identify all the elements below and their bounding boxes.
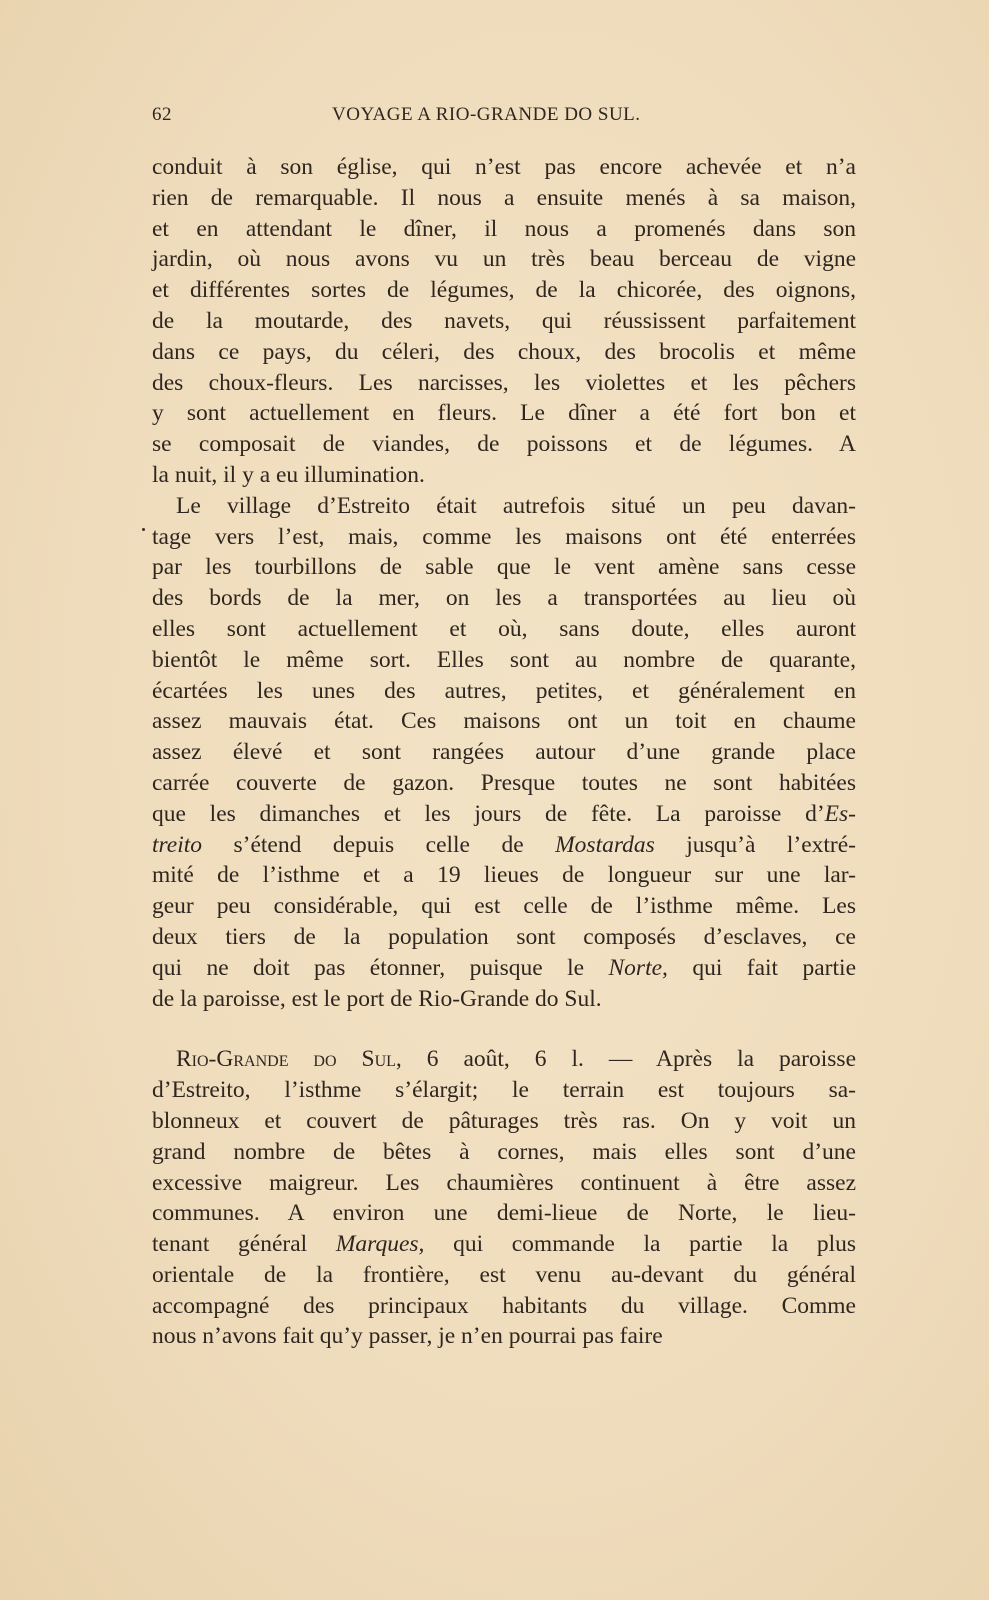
text-run: rien de remarquable. Il nous a ensuite menés à sa maison, [152, 184, 856, 211]
text-run: geur peu considérable, qui est celle de l’isthme même. Les [152, 893, 856, 920]
text-line [152, 645, 856, 676]
text-run: s’étend depuis celle de [202, 831, 556, 858]
text-line [152, 768, 856, 799]
page-body [152, 152, 856, 1352]
paragraph [152, 491, 856, 1015]
margin-mark [142, 528, 145, 531]
text-line [152, 706, 856, 737]
text-line [152, 152, 856, 183]
text-run: qui ne doit pas étonner, puisque le [152, 954, 609, 981]
text-line [152, 583, 856, 614]
text-line [152, 460, 856, 491]
text-run: assez élevé et sont rangées autour d’une grande place [152, 739, 856, 766]
text-run: mité de l’isthme et a 19 lieues de longueur sur une lar- [152, 862, 856, 889]
text-line [152, 1229, 856, 1260]
text-line [152, 953, 856, 984]
text-run: et différentes sortes de légumes, de la chicorée, des oignons, [152, 277, 856, 304]
text-run: se composait de viandes, de poissons et de légumes. A [152, 431, 856, 458]
italic-text: Marques, [335, 1231, 425, 1258]
text-line [152, 614, 856, 645]
text-line [152, 275, 856, 306]
text-line [152, 398, 856, 429]
text-run: que les dimanches et les jours de fête. La paroisse d’ [152, 800, 825, 827]
paragraph-gap [152, 1014, 856, 1044]
text-line [152, 183, 856, 214]
page-header [152, 104, 858, 132]
text-line [152, 1321, 856, 1352]
italic-text: Mostardas [555, 831, 655, 858]
text-line [152, 552, 856, 583]
running-title: VOYAGE A RIO-GRANDE DO SUL. [332, 104, 641, 125]
text-line [152, 306, 856, 337]
text-line [152, 1106, 856, 1137]
text-run: tenant général [152, 1231, 336, 1258]
text-run: communes. A environ une demi-lieue de Norte, le lieu- [152, 1200, 856, 1227]
text-line [152, 860, 856, 891]
text-line [152, 337, 856, 368]
text-run: nous n’avons fait qu’y passer, je n’en pourrai pas faire [152, 1323, 663, 1350]
text-line [152, 922, 856, 953]
text-run: bientôt le même sort. Elles sont au nombre de quarante, [152, 646, 856, 673]
text-line [152, 676, 856, 707]
text-run: 6 août, 6 l. — Après la paroisse [401, 1046, 856, 1073]
text-line [152, 429, 856, 460]
paragraph [152, 1044, 856, 1352]
text-line [152, 799, 856, 830]
text-run: deux tiers de la population sont composés d’esclaves, ce [152, 923, 856, 950]
text-run: des choux-fleurs. Les narcisses, les violettes et les pêchers [152, 369, 856, 396]
text-line [152, 1137, 856, 1168]
text-line [152, 737, 856, 768]
text-run: Le village d’Estreito était autrefois situé un peu davan- [176, 492, 856, 519]
text-run: et en attendant le dîner, il nous a promenés dans son [152, 215, 856, 242]
text-run: de la paroisse, est le port de Rio-Grande do Sul. [152, 985, 602, 1012]
text-line [152, 214, 856, 245]
text-line [152, 491, 856, 522]
text-line [152, 1198, 856, 1229]
text-line [152, 830, 856, 861]
text-run: assez mauvais état. Ces maisons ont un toit en chaume [152, 708, 856, 735]
text-line [152, 368, 856, 399]
italic-text: Es- [824, 800, 856, 827]
text-run: de la moutarde, des navets, qui réussissent parfaitement [152, 307, 856, 334]
text-line [152, 522, 856, 553]
text-run: jusqu’à l’extré- [654, 831, 857, 858]
text-run: accompagné des principaux habitants du village. Comme [152, 1292, 856, 1319]
text-run: qui commande la partie la plus [424, 1231, 856, 1258]
text-run: y sont actuellement en fleurs. Le dîner a été fort bon et [152, 400, 856, 427]
text-line [152, 1260, 856, 1291]
text-line [152, 1168, 856, 1199]
text-run: par les tourbillons de sable que le vent amène sans cesse [152, 554, 856, 581]
text-run: excessive maigreur. Les chaumières continuent à être assez [152, 1169, 856, 1196]
text-run: d’Estreito, l’isthme s’élargit; le terrain est toujours sa- [152, 1077, 856, 1104]
italic-text: Norte, [608, 954, 668, 981]
text-line [152, 1075, 856, 1106]
text-line [152, 244, 856, 275]
text-run: conduit à son église, qui n’est pas encore achevée et n’a [152, 154, 856, 180]
italic-text: treito [152, 831, 203, 858]
text-line [152, 1044, 856, 1075]
text-line [152, 984, 856, 1015]
text-run: la nuit, il y a eu illumination. [152, 461, 425, 488]
text-line [152, 1291, 856, 1322]
small-caps-text: Rio-Grande do Sul, [176, 1046, 402, 1073]
page-number: 62 [152, 104, 172, 125]
paragraph [152, 152, 856, 491]
text-run: orientale de la frontière, est venu au-devant du général [152, 1261, 856, 1288]
text-run: carrée couverte de gazon. Presque toutes ne sont habitées [152, 769, 856, 796]
text-run: blonneux et couvert de pâturages très ras. On y voit un [152, 1107, 856, 1134]
text-run: jardin, où nous avons vu un très beau berceau de vigne [152, 246, 856, 273]
text-run: dans ce pays, du céleri, des choux, des brocolis et même [152, 338, 856, 365]
text-run: des bords de la mer, on les a transportées au lieu où [152, 585, 856, 612]
text-run: écartées les unes des autres, petites, et généralement en [152, 677, 856, 704]
text-line [152, 891, 856, 922]
text-run: elles sont actuellement et où, sans doute, elles auront [152, 615, 856, 642]
text-run: qui fait partie [667, 954, 857, 981]
text-run: tage vers l’est, mais, comme les maisons ont été enterrées [152, 523, 856, 550]
text-run: grand nombre de bêtes à cornes, mais elles sont d’une [152, 1138, 856, 1165]
